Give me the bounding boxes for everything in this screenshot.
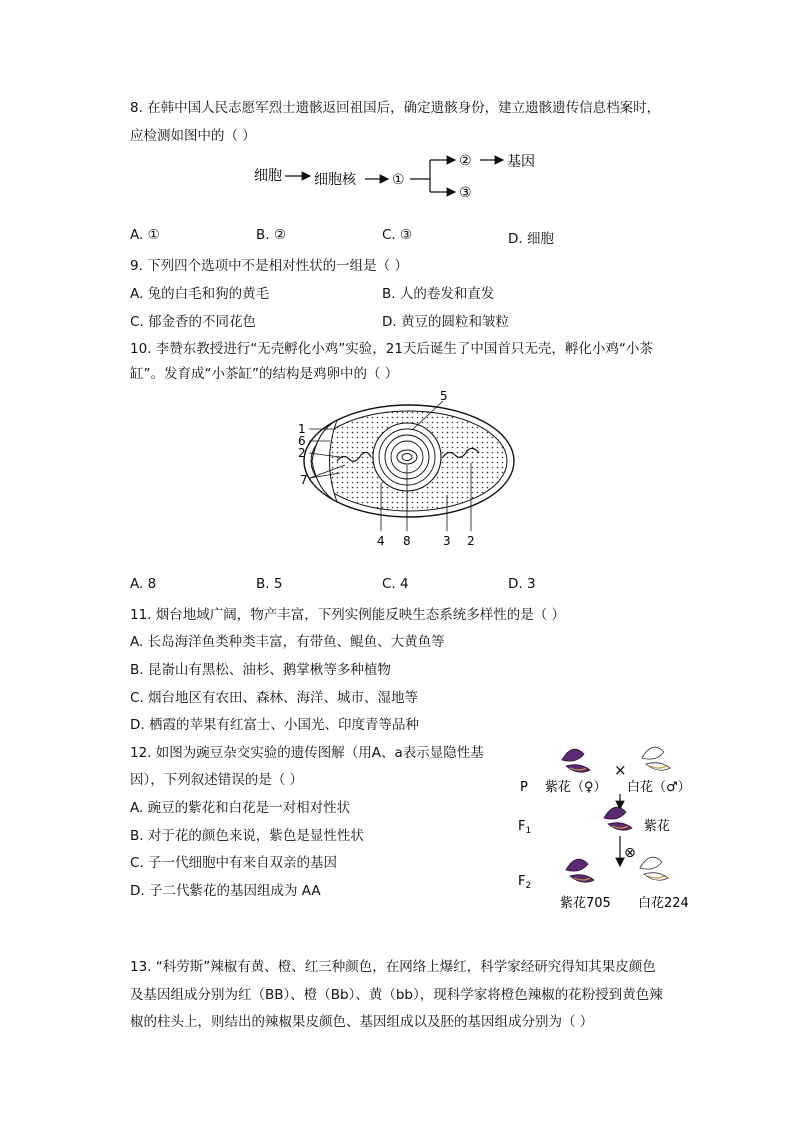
f2-white-count: 白花224 <box>638 896 689 911</box>
f2-label: $F_2$ <box>518 874 532 891</box>
f2-purple-flower-icon <box>566 859 594 882</box>
q11-option-d[interactable]: D. 栖霞的苹果有红富士、小国光、印度青等品种 <box>130 717 419 733</box>
q8-node-nucleus: 细胞核 <box>314 172 356 188</box>
q8-node-cell: 细胞 <box>254 168 282 184</box>
pea-cross-diagram <box>510 742 730 917</box>
germinal-disc <box>397 450 417 464</box>
egg-label-6: 6 <box>298 434 306 448</box>
p-white-male: 白花（♂） <box>627 780 691 795</box>
q9-stem: 9. 下列四个选项中不是相对性状的一组是（ ） <box>130 258 408 274</box>
q12-option-b[interactable]: B. 对于花的颜色来说，紫色是显性性状 <box>130 828 364 844</box>
q12-stem-line1: 12. 如图为豌豆杂交实验的遗传图解（用A、a表示显隐性基 <box>130 745 484 761</box>
egg-label-7: 7 <box>300 473 308 487</box>
egg-label-3: 3 <box>443 534 451 548</box>
q8-cell-hierarchy-diagram <box>0 150 794 220</box>
egg-label-2-left: 2 <box>298 446 306 460</box>
f1-label: $F_1$ <box>518 819 532 836</box>
purple-flower-icon <box>562 749 590 772</box>
f2-white-flower-icon <box>640 857 668 880</box>
q11-stem: 11. 烟台地域广阔，物产丰富，下列实例能反映生态系统多样性的是（ ） <box>130 607 566 623</box>
egg-label-4: 4 <box>377 534 385 548</box>
q8-stem-line2: 应检测如图中的（ ） <box>130 128 256 144</box>
p-purple-female: 紫花（♀） <box>545 780 607 795</box>
q8-node-gene: 基因 <box>507 154 535 170</box>
q8-option-a[interactable]: A. ① <box>130 227 160 243</box>
q11-option-b[interactable]: B. 昆嵛山有黑松、油杉、鹅掌楸等多种植物 <box>130 662 391 678</box>
q10-option-d[interactable]: D. 3 <box>508 576 536 592</box>
q9-option-b[interactable]: B. 人的卷发和直发 <box>382 286 495 302</box>
egg-label-1: 1 <box>298 422 306 436</box>
f2-purple-count: 紫花705 <box>560 896 611 911</box>
q10-option-a[interactable]: A. 8 <box>130 576 157 592</box>
q8-node-1: ① <box>392 172 405 188</box>
q10-option-b[interactable]: B. 5 <box>256 576 283 592</box>
q12-option-a[interactable]: A. 豌豆的紫花和白花是一对相对性状 <box>130 800 351 816</box>
q11-option-a[interactable]: A. 长岛海洋鱼类种类丰富，有带鱼、鲲鱼、大黄鱼等 <box>130 634 445 650</box>
q9-option-d[interactable]: D. 黄豆的圆粒和皱粒 <box>382 314 509 330</box>
egg-structure-diagram <box>0 385 794 555</box>
self-cross-symbol: ⊗ <box>624 845 636 861</box>
q11-option-c[interactable]: C. 烟台地区有农田、森林、海洋、城市、湿地等 <box>130 690 419 706</box>
q8-node-3: ③ <box>459 185 472 201</box>
q8-node-2: ② <box>459 153 472 169</box>
q8-stem-line1: 8. 在韩中国人民志愿军烈士遗骸返回祖国后，确定遗骸身份，建立遗骸遗传信息档案时， <box>130 100 661 116</box>
q12-option-d[interactable]: D. 子二代紫花的基因组成为 AA <box>130 883 321 899</box>
q8-option-d[interactable]: D. 细胞 <box>508 231 554 247</box>
f1-flower-label: 紫花 <box>644 819 671 834</box>
q9-option-c[interactable]: C. 郁金香的不同花色 <box>130 314 257 330</box>
q12-option-c[interactable]: C. 子一代细胞中有来自双亲的基因 <box>130 855 338 871</box>
q10-stem-line1: 10. 李赞东教授进行“无壳孵化小鸡”实验，21天后诞生了中国首只无壳，孵化小鸡“小茶 <box>130 341 653 357</box>
q10-option-c[interactable]: C. 4 <box>382 576 409 592</box>
f1-purple-flower-icon <box>604 807 632 830</box>
egg-label-8: 8 <box>403 534 411 548</box>
q8-option-b[interactable]: B. ② <box>256 227 286 243</box>
q13-stem-line2: 及基因组成分别为红（BB）、橙（Bb）、黄（bb），现科学家将橙色辣椒的花粉授到黄色辣 <box>130 987 663 1003</box>
q13-stem-line3: 椒的柱头上，则结出的辣椒果皮颜色、基因组成以及胚的基因组成分别为（ ） <box>130 1014 594 1030</box>
egg-label-2-bottom: 2 <box>467 534 475 548</box>
cross-symbol: × <box>614 761 627 779</box>
p-label: P <box>520 780 528 795</box>
egg-label-5: 5 <box>440 389 448 403</box>
q10-stem-line2: 缸”。发育成“小茶缸”的结构是鸡卵中的（ ） <box>130 366 399 382</box>
q8-option-c[interactable]: C. ③ <box>382 227 413 243</box>
q9-option-a[interactable]: A. 兔的白毛和狗的黄毛 <box>130 286 270 302</box>
q12-stem-line2: 因），下列叙述错误的是（ ） <box>130 772 304 788</box>
white-flower-icon <box>642 747 670 770</box>
q13-stem-line1: 13. “科劳斯”辣椒有黄、橙、红三种颜色，在网络上爆红，科学家经研究得知其果皮颜色 <box>130 959 656 975</box>
